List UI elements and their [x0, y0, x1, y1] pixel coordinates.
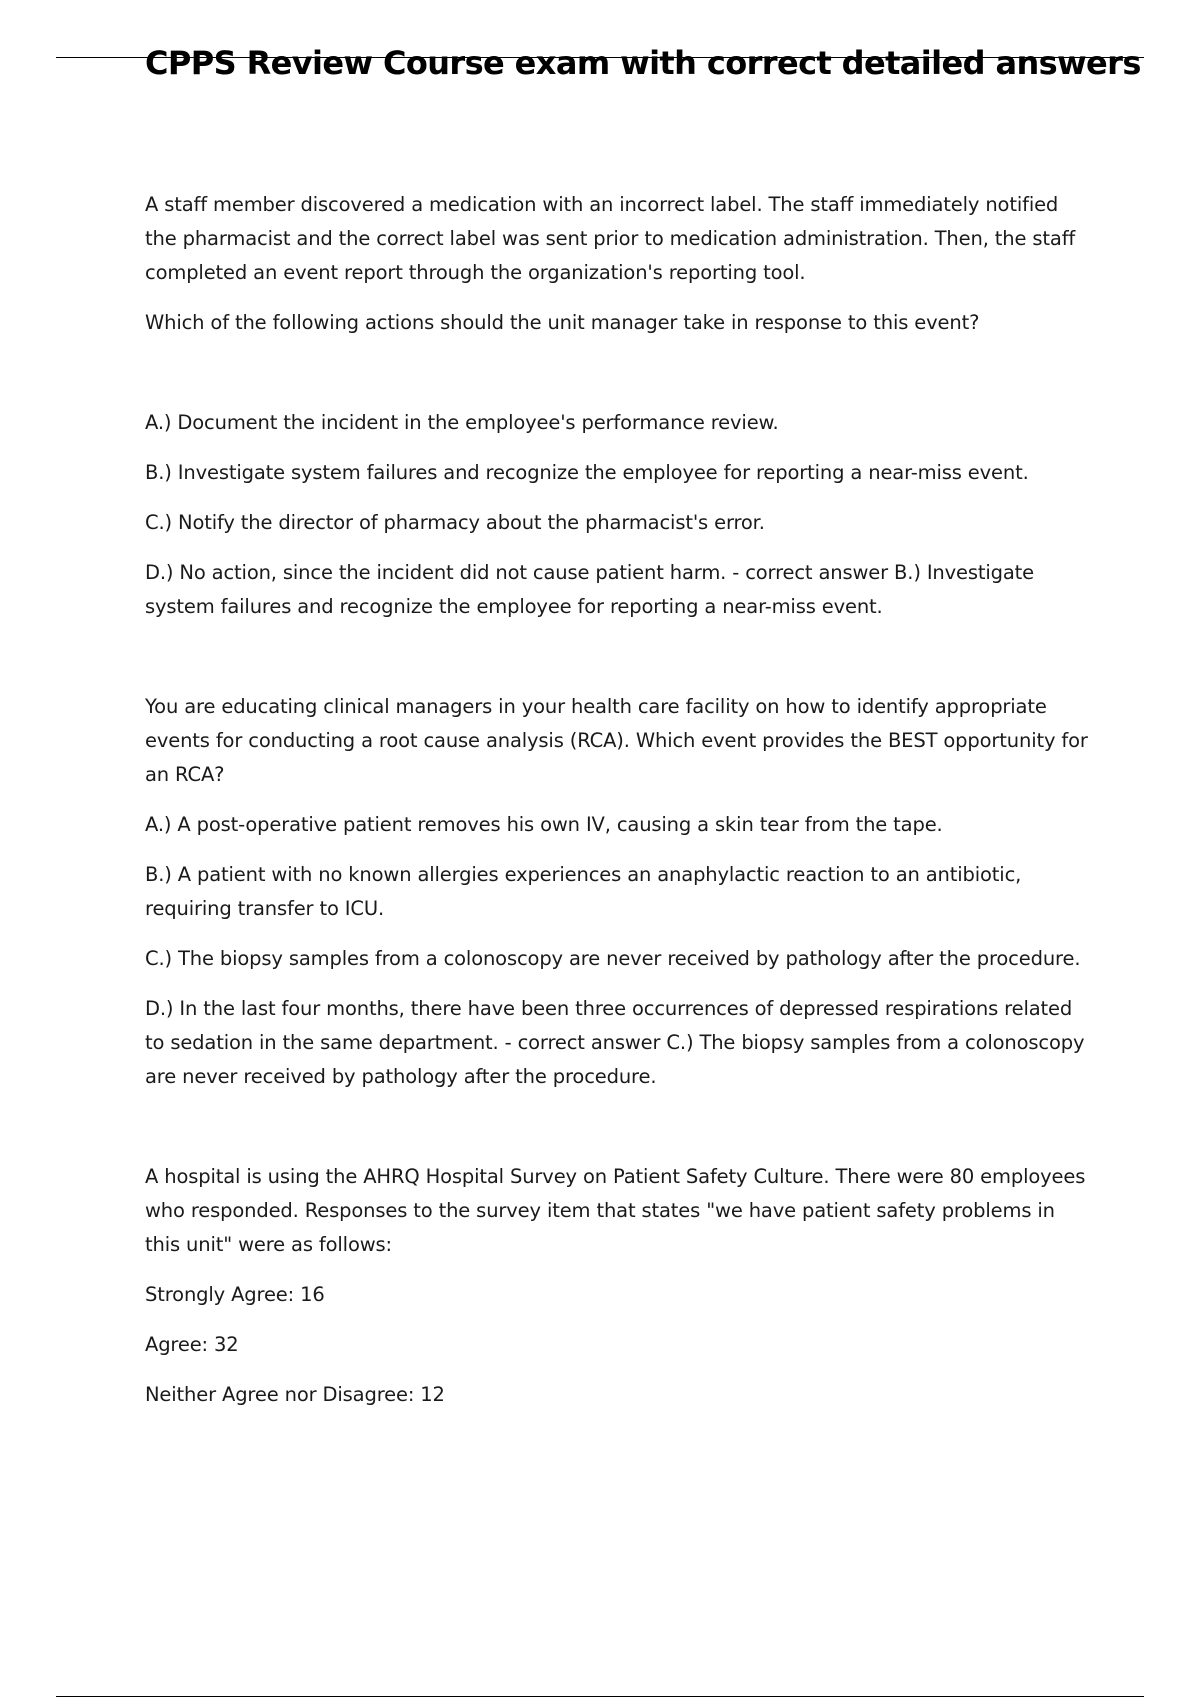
survey-response: Neither Agree nor Disagree: 12	[145, 1383, 445, 1406]
footer-rule	[56, 1696, 1144, 1697]
answer-option-d: D.) In the last four months, there have been three occurrences of depressed respirations related to sedation in the same department. - correct answer C.) The biopsy samples from a colonoscopy are never received by pathology after the procedure.	[145, 997, 1085, 1088]
answer-option-a: A.) A post-operative patient removes his own IV, causing a skin tear from the tape.	[145, 813, 943, 836]
question-2	[145, 690, 1090, 1094]
question-stem: You are educating clinical managers in your health care facility on how to identify appropriate events for conducting a root cause analysis (RCA). Which event provides the BEST opportunity for an RCA?	[145, 695, 1088, 786]
question-stem: A hospital is using the AHRQ Hospital Survey on Patient Safety Culture. There were 80 employees who responded. Responses to the survey item that states "we have patient safety problems in this unit" were as follows:	[145, 1165, 1086, 1256]
question-1	[145, 188, 1090, 624]
document-body	[145, 188, 1090, 1428]
question-stem: A staff member discovered a medication with an incorrect label. The staff immediately notified the pharmacist and the correct label was sent prior to medication administration. Then, the staff completed an event report through the organization's reporting tool.	[145, 193, 1076, 284]
answer-option-b: B.) A patient with no known allergies experiences an anaphylactic reaction to an antibiotic, requiring transfer to ICU.	[145, 863, 1022, 920]
answer-option-d: D.) No action, since the incident did not cause patient harm. - correct answer B.) Investigate system failures and recognize the employee for reporting a near-miss event.	[145, 561, 1035, 618]
survey-response: Strongly Agree: 16	[145, 1283, 325, 1306]
question-3	[145, 1160, 1090, 1412]
answer-option-c: C.) Notify the director of pharmacy about the pharmacist's error.	[145, 511, 765, 534]
answer-option-b: B.) Investigate system failures and recognize the employee for reporting a near-miss event.	[145, 461, 1029, 484]
survey-response: Agree: 32	[145, 1333, 239, 1356]
question-prompt: Which of the following actions should the unit manager take in response to this event?	[145, 311, 980, 334]
answer-option-a: A.) Document the incident in the employee's performance review.	[145, 411, 779, 434]
document-title: CPPS Review Course exam with correct detailed answers	[145, 44, 1141, 82]
answer-option-c: C.) The biopsy samples from a colonoscopy are never received by pathology after the procedure.	[145, 947, 1081, 970]
